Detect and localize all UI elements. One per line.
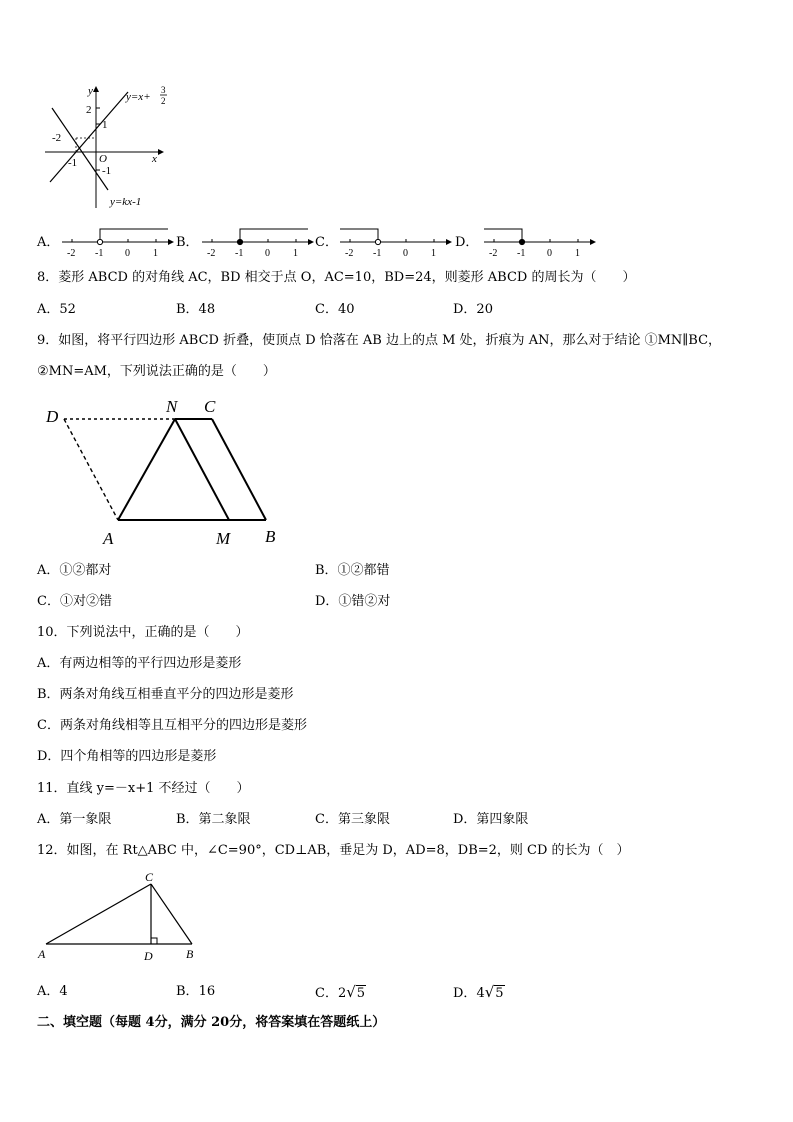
q7-option-a-letter[interactable]: A． bbox=[37, 235, 60, 250]
q9-label-m: M bbox=[216, 529, 231, 548]
q8-option-a[interactable]: A．52 bbox=[37, 302, 76, 317]
q10-option-c[interactable]: C．两条对角线相等且互相平分的四边形是菱形 bbox=[37, 718, 307, 733]
q7-option-d-number-line bbox=[482, 222, 597, 260]
q12-label-d: D bbox=[144, 949, 153, 963]
q9-option-c[interactable]: C．①对②错 bbox=[37, 594, 112, 609]
sqrt-icon: √ bbox=[346, 983, 356, 1001]
sqrt-icon: √ bbox=[484, 983, 495, 1001]
section2-title: 二、填空题（每题 4分，满分 20分，将答案填在答题纸上） bbox=[37, 1015, 386, 1030]
q9-option-d[interactable]: D．①错②对 bbox=[315, 594, 391, 609]
line2-label: y=kx-1 bbox=[110, 196, 142, 208]
q7-option-a-number-line bbox=[60, 222, 175, 260]
q8-option-b[interactable]: B．48 bbox=[176, 302, 216, 317]
q7-option-c-letter[interactable]: C． bbox=[315, 235, 338, 250]
svg-text:1: 1 bbox=[575, 248, 580, 259]
q8-option-d[interactable]: D．20 bbox=[453, 302, 493, 317]
q8-stem: 8．菱形 ABCD 的对角线 AC，BD 相交于点 O，AC=10，BD=24，则菱形 ABCD 的周长为（ ） bbox=[37, 270, 636, 285]
tick-y-2: 2 bbox=[86, 104, 92, 116]
q10-option-d[interactable]: D．四个角相等的四边形是菱形 bbox=[37, 749, 217, 764]
q12-option-b-letter: B． bbox=[176, 984, 199, 999]
q9-parallelogram-figure bbox=[40, 392, 290, 552]
q12-option-c-radicand: 5 bbox=[356, 986, 366, 1001]
tick-x-neg1: -1 bbox=[68, 157, 78, 169]
svg-text:0: 0 bbox=[547, 248, 552, 259]
q12-option-d-letter: D． bbox=[453, 986, 477, 1001]
line1-frac-den: 2 bbox=[161, 96, 166, 106]
q12-option-d[interactable] bbox=[453, 984, 505, 1002]
origin-label: O bbox=[99, 153, 107, 165]
q10-option-a[interactable]: A．有两边相等的平行四边形是菱形 bbox=[37, 656, 242, 671]
q9-option-b[interactable]: B．①②都错 bbox=[315, 563, 390, 578]
y-axis-label: y bbox=[88, 85, 93, 97]
x-axis-label: x bbox=[152, 153, 157, 165]
q12-right-triangle-figure bbox=[34, 868, 204, 968]
q12-stem: 12．如图，在 Rt△ABC 中，∠C=90°，CD⊥AB，垂足为 D，AD=8，DB=2，则 CD 的长为（ ） bbox=[37, 843, 630, 858]
q12-option-b[interactable] bbox=[176, 984, 215, 1000]
q11-option-d[interactable]: D．第四象限 bbox=[453, 812, 529, 827]
svg-text:-2: -2 bbox=[207, 248, 216, 259]
q11-option-a[interactable]: A．第一象限 bbox=[37, 812, 112, 827]
q12-label-a: A bbox=[38, 947, 46, 961]
svg-text:-1: -1 bbox=[235, 248, 244, 259]
q11-stem: 11．直线 y=－x+1 不经过（ ） bbox=[37, 781, 250, 796]
svg-text:1: 1 bbox=[431, 248, 436, 259]
q9-stem-line2: ②MN=AM，下列说法正确的是（ ） bbox=[37, 364, 276, 379]
q11-option-b[interactable]: B．第二象限 bbox=[176, 812, 251, 827]
q12-option-a-letter: A． bbox=[37, 984, 60, 999]
tick-x-neg2: -2 bbox=[52, 132, 62, 144]
q12-option-d-coef: 4 bbox=[476, 986, 485, 1001]
q11-option-c[interactable]: C．第三象限 bbox=[315, 812, 390, 827]
svg-text:-2: -2 bbox=[67, 248, 76, 259]
q7-coordinate-graph bbox=[40, 78, 190, 213]
svg-text:-1: -1 bbox=[517, 248, 526, 259]
svg-text:0: 0 bbox=[403, 248, 408, 259]
q10-stem: 10．下列说法中，正确的是（ ） bbox=[37, 625, 249, 640]
svg-text:1: 1 bbox=[293, 248, 298, 259]
q12-option-a-value: 4 bbox=[59, 984, 68, 999]
q9-stem-line1: 9．如图，将平行四边形 ABCD 折叠，使顶点 D 恰落在 AB 边上的点 M 处，折痕为 AN，那么对于结论 ①MN∥BC， bbox=[37, 333, 722, 348]
q12-option-d-radicand: 5 bbox=[495, 986, 504, 1001]
q9-label-b: B bbox=[265, 527, 276, 546]
q9-label-c: C bbox=[204, 397, 216, 416]
svg-text:-1: -1 bbox=[373, 248, 382, 259]
q12-option-a[interactable] bbox=[37, 984, 68, 1000]
svg-text:0: 0 bbox=[265, 248, 270, 259]
svg-text:0: 0 bbox=[125, 248, 130, 259]
svg-text:-2: -2 bbox=[345, 248, 354, 259]
q8-option-c[interactable]: C．40 bbox=[315, 302, 355, 317]
q12-option-c-letter: C． bbox=[315, 986, 338, 1001]
svg-text:-1: -1 bbox=[95, 248, 104, 259]
q9-label-n: N bbox=[166, 397, 178, 416]
q12-option-c-coef: 2 bbox=[337, 986, 347, 1001]
line1-frac-num: 3 bbox=[161, 85, 166, 95]
q9-option-a[interactable]: A．①②都对 bbox=[37, 563, 112, 578]
q12-option-b-value: 16 bbox=[198, 984, 216, 999]
q7-option-b-letter[interactable]: B． bbox=[176, 235, 199, 250]
q10-option-b[interactable]: B．两条对角线互相垂直平分的四边形是菱形 bbox=[37, 687, 294, 702]
svg-text:1: 1 bbox=[153, 248, 158, 259]
q12-label-b: B bbox=[186, 947, 194, 961]
tick-y-1: 1 bbox=[102, 119, 108, 131]
tick-y-neg1: -1 bbox=[102, 165, 112, 177]
q7-option-d-letter[interactable]: D． bbox=[455, 235, 479, 250]
q12-option-c[interactable] bbox=[315, 984, 366, 1002]
q12-label-c: C bbox=[145, 870, 154, 884]
q7-option-c-number-line bbox=[338, 222, 453, 260]
q7-option-b-number-line bbox=[200, 222, 315, 260]
q9-label-a: A bbox=[103, 529, 114, 548]
svg-text:-2: -2 bbox=[489, 248, 498, 259]
line1-label: y=x+ bbox=[126, 91, 151, 103]
q9-label-d: D bbox=[46, 407, 59, 426]
